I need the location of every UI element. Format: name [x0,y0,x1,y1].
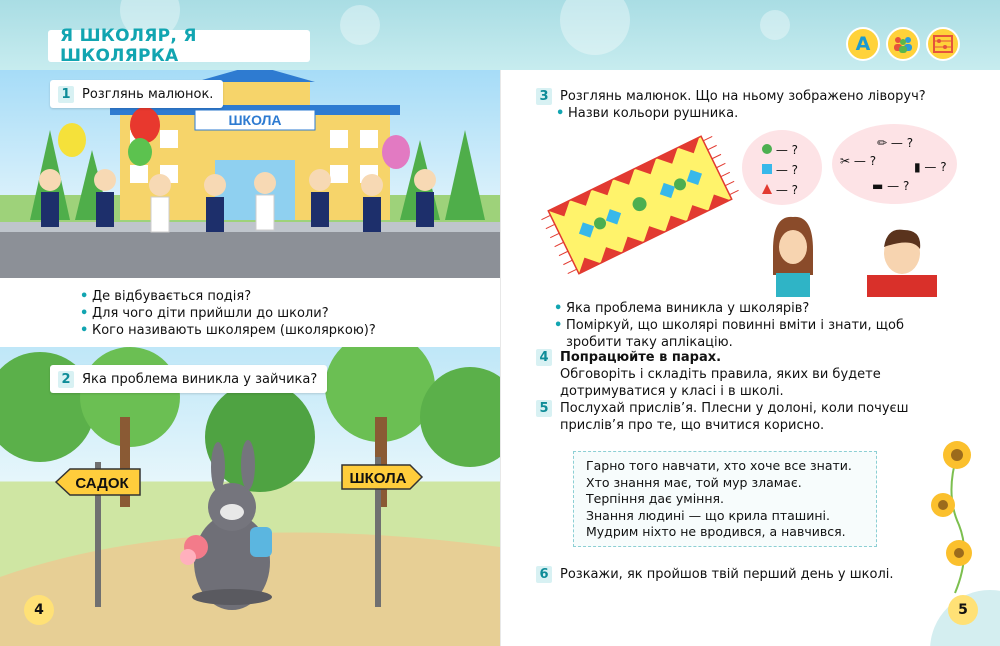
page-number-left: 4 [24,595,54,625]
task-4-number: 4 [536,349,552,366]
list-item: • Яка проблема виникла у школярів? [554,300,954,317]
school-sign: ШКОЛА [228,112,282,128]
pencil-icon: ✏ — ? [877,136,914,150]
abacus-icon [926,27,960,61]
sign-left-text: САДОК [75,475,129,492]
bubble-question: — ? [775,163,799,177]
girl-thinking [768,215,818,297]
task-4-title: Попрацюйте в парах. [560,350,722,365]
task-1-questions [80,288,376,339]
task-4 [536,349,946,400]
group-icon [886,27,920,61]
bubble-question: — ? [887,179,910,193]
page-number-right: 5 [948,595,978,625]
thought-bubble-shapes [742,130,822,205]
list-item: • Для чого діти прийшли до школи? [80,305,376,322]
glue-icon: ▮ — ? [914,160,947,174]
task-6-text: Розкажи, як пройшов твій перший день у школі. [560,567,894,582]
proverb-line: Хто знання має, той мур зламає. [586,474,802,490]
task-1-text: Розглянь малюнок. [82,86,214,102]
task-2-label [50,365,327,393]
task-6-number: 6 [536,566,552,583]
task-2-text: Яка проблема виникла у зайчика? [82,371,318,387]
task-3-text: Розглянь малюнок. Що на ньому зображено ліворуч? [560,89,926,104]
task-1-number: 1 [58,86,74,103]
task-5-text: Послухай прислів’я. Плесни у долоні, коли почуєш прислів’я про те, що вчитися корисно. [560,401,909,433]
task-4-text: Обговоріть і складіть правила, яких ви будете дотримуватися у класі і в школі. [560,367,881,399]
boy-thinking [862,225,942,297]
task-3-number: 3 [536,88,552,105]
list-item: • Назви кольори рушника. [556,105,956,122]
blue-square-icon [762,164,772,174]
proverb-line: Мудрим ніхто не вродився, а навчився. [586,524,846,540]
thought-bubble-tools [832,124,957,204]
page-title-text: Я ШКОЛЯР, Я ШКОЛЯРКА [60,26,197,66]
task-6 [536,566,936,583]
task-5-number: 5 [536,400,552,417]
proverb-line: Гарно того навчати, хто хоче все знати. [586,458,852,473]
green-circle-icon [762,144,772,154]
list-item: • Кого називають школярем (школяркою)? [80,322,376,339]
sign-right-text: ШКОЛА [349,470,407,487]
proverb-line: Терпіння дає уміння. [586,491,725,507]
task-3 [536,88,956,122]
red-triangle-icon [762,184,772,194]
bubble-question: — ? [924,160,947,174]
towel-illustration [540,130,740,280]
task-5 [536,400,946,434]
scissors-icon: ✂ — ? [840,154,877,168]
bubble-question: — ? [775,143,799,157]
flowers-decoration [925,435,985,595]
page-divider [500,70,501,646]
list-item: • Поміркуй, що школярі повинні вміти і знати, щоб зробити таку аплікацію. [554,317,954,351]
task-3-questions [554,300,954,351]
proverb-line: Знання людині — що крила пташині. [586,507,830,523]
list-item: • Де відбувається подія? [80,288,376,305]
task-2-number: 2 [58,371,74,388]
bubble-question: — ? [775,183,799,197]
task-1-label [50,80,223,108]
ruler-icon: ▬ — ? [872,179,910,193]
bubble-question: — ? [890,136,914,150]
proverbs-box [573,451,877,547]
letter-a-icon: A [846,27,880,61]
bubble-question: — ? [853,154,877,168]
page-title [48,26,310,66]
